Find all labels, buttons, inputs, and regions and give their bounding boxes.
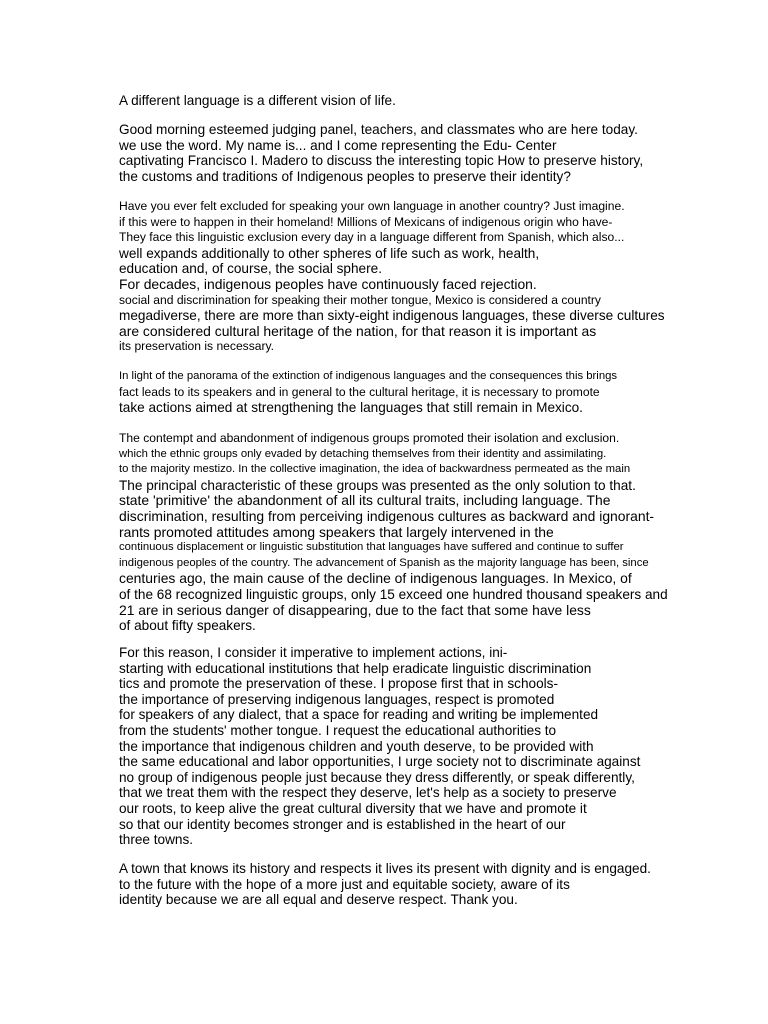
paragraph-line: if this were to happen in their homeland! Millions of Mexicans of indigenous origin who have- <box>119 214 613 229</box>
paragraph-extinction <box>119 369 617 416</box>
paragraph-line: from the students' mother tongue. I request the educational authorities to <box>119 722 557 738</box>
paragraph-line: which the ethnic groups only evaded by detaching themselves from their identity and assimilating. <box>119 447 607 460</box>
paragraph-line: rants promoted attitudes among speakers that largely intervened in the <box>119 523 554 540</box>
paragraph-line: the importance of preserving indigenous languages, respect is promoted <box>119 691 555 707</box>
paragraph-exclusion <box>119 199 665 355</box>
paragraph-line: fact leads to its speakers and in general to the cultural heritage, it is necessary to promote <box>119 384 600 399</box>
paragraph-line: no group of indigenous people just because they dress differently, or speak differently, <box>119 769 635 785</box>
paragraph-line: three towns. <box>119 832 194 848</box>
paragraph-line: the same educational and labor opportunities, I urge society not to discriminate against <box>119 754 641 770</box>
paragraph-line: state 'primitive' the abandonment of all its cultural traits, including language. The <box>119 492 611 509</box>
paragraph-line: discrimination, resulting from perceiving indigenous cultures as backward and ignorant- <box>119 507 655 524</box>
paragraph-line: the importance that indigenous children and youth deserve, to be provided with <box>119 738 594 754</box>
paragraph-line: of about fifty speakers. <box>119 618 256 634</box>
paragraph-line: centuries ago, the main cause of the decline of indigenous languages. In Mexico, of <box>119 570 632 587</box>
intro-line: captivating Francisco I. Madero to discuss the interesting topic How to preserve history, <box>119 153 644 169</box>
intro-line: the customs and traditions of Indigenous peoples to preserve their identity? <box>119 168 571 184</box>
paragraph-line: to the majority mestizo. In the collective imagination, the idea of backwardness permeated as the main <box>119 463 631 476</box>
paragraph-line: so that our identity becomes stronger and is established in the heart of our <box>119 816 566 832</box>
paragraph-line: They face this linguistic exclusion every day in a language different from Spanish, which also... <box>119 230 625 245</box>
paragraph-line: starting with educational institutions that help eradicate linguistic discrimination <box>119 660 592 676</box>
paragraph-line: The principal characteristic of these groups was presented as the only solution to that. <box>119 477 636 493</box>
intro-line: we use the word. My name is... and I come representing the Edu- Center <box>119 137 557 153</box>
paragraph-line: its preservation is necessary. <box>119 339 275 354</box>
document-title <box>119 93 396 109</box>
paragraph-line: Have you ever felt excluded for speaking your own language in another country? Just imagine. <box>119 199 625 213</box>
closing-line: identity because we are all equal and deserve respect. Thank you. <box>119 892 518 908</box>
paragraph-line: megadiverse, there are more than sixty-eight indigenous languages, these diverse cultures <box>119 308 665 324</box>
paragraph-line: For decades, indigenous peoples have continuously faced rejection. <box>119 275 537 292</box>
paragraph-line: education and, of course, the social sphere. <box>119 261 382 277</box>
paragraph-line: take actions aimed at strengthening the languages that still remain in Mexico. <box>119 400 583 416</box>
closing-line: to the future with the hope of a more just and equitable society, aware of its <box>119 876 570 892</box>
paragraph-line: our roots, to keep alive the great cultural diversity that we have and promote it <box>119 800 587 816</box>
paragraph-line: For this reason, I consider it imperative to implement actions, ini- <box>119 645 508 660</box>
paragraph-line: In light of the panorama of the extinction of indigenous languages and the consequences this brings <box>119 370 618 382</box>
title-line: A different language is a different vision of life. <box>119 93 396 108</box>
paragraph-line: tics and promote the preservation of these. I propose first that in schools- <box>119 676 559 692</box>
paragraph-line: 21 are in serious danger of disappearing, due to the fact that some have less <box>119 601 591 618</box>
closing-line: A town that knows its history and respects it lives its present with dignity and is engaged. <box>119 861 651 876</box>
paragraph-line: of the 68 recognized linguistic groups, only 15 exceed one hundred thousand speakers and <box>119 586 668 602</box>
paragraph-line: are considered cultural heritage of the nation, for that reason it is important as <box>119 322 597 339</box>
paragraph-contempt <box>119 431 668 634</box>
closing-paragraph <box>119 861 651 908</box>
paragraph-line: for speakers of any dialect, that a space for reading and writing be implemented <box>119 707 599 723</box>
paragraph-line: indigenous peoples of the country. The advancement of Spanish as the majority language has been, since <box>119 556 649 569</box>
paragraph-proposal <box>119 645 640 848</box>
intro-line: Good morning esteemed judging panel, teachers, and classmates who are here today. <box>119 122 638 137</box>
paragraph-line: well expands additionally to other spheres of life such as work, health, <box>119 245 540 261</box>
paragraph-line: The contempt and abandonment of indigenous groups promoted their isolation and exclusion. <box>119 431 620 445</box>
paragraph-line: continuous displacement or linguistic substitution that languages have suffered and continue to suffer <box>119 541 624 554</box>
paragraph-line: that we treat them with the respect they deserve, let's help as a society to preserve <box>119 785 617 801</box>
intro-paragraph <box>119 122 643 184</box>
paragraph-line: social and discrimination for speaking their mother tongue, Mexico is considered a country <box>119 292 601 307</box>
